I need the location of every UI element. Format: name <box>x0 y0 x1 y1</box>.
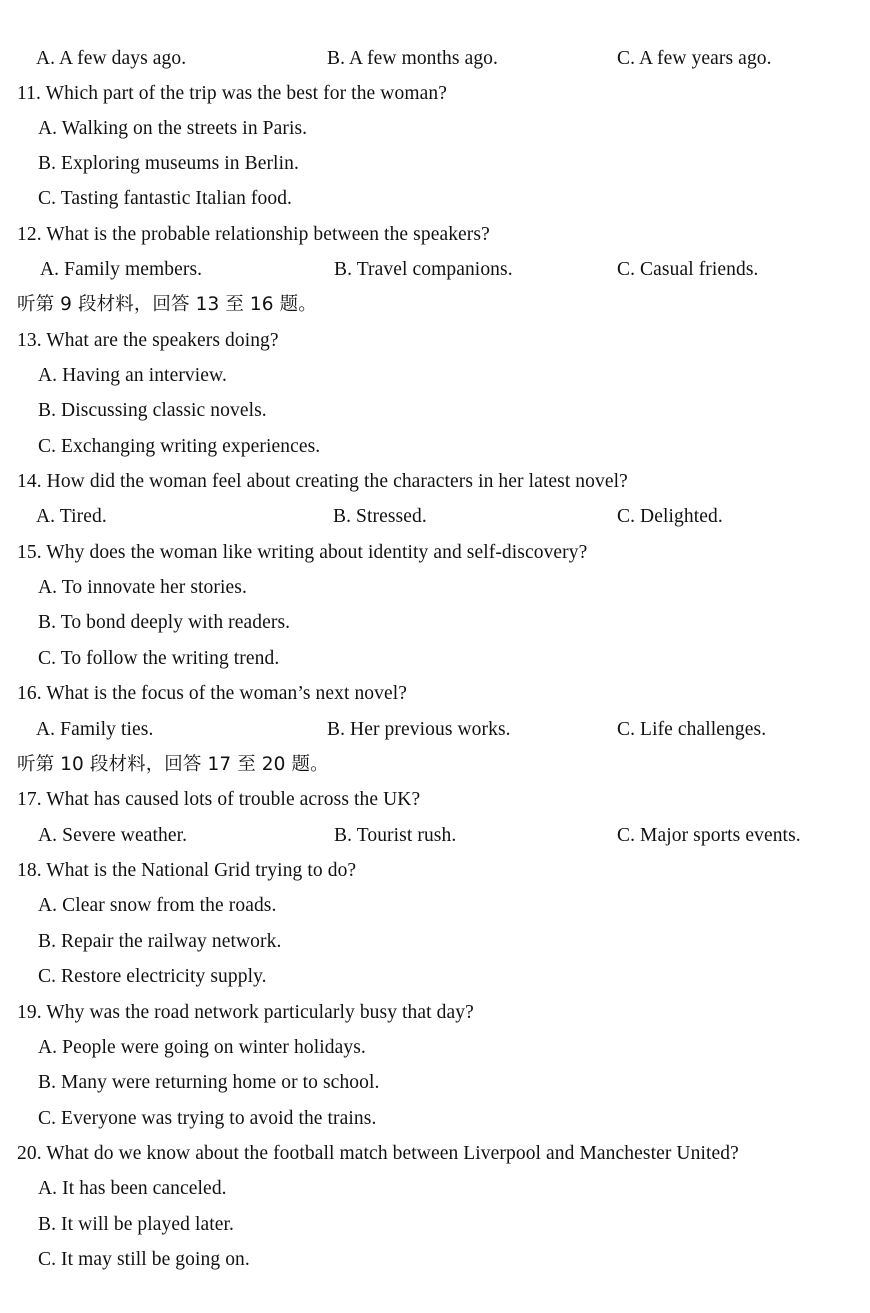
option-a: A. A few days ago. <box>36 48 187 69</box>
option-c: C. A few years ago. <box>617 48 772 69</box>
question-19-stem: 19. Why was the road network particularly busy that day? <box>17 1002 474 1023</box>
question-19-option-a: A. People were going on winter holidays. <box>38 1037 366 1058</box>
question-20-option-b: B. It will be played later. <box>38 1214 235 1235</box>
question-20-option-c: C. It may still be going on. <box>38 1249 250 1270</box>
question-11-option-a: A. Walking on the streets in Paris. <box>38 118 308 139</box>
question-13-option-a: A. Having an interview. <box>38 365 227 386</box>
question-13-option-c: C. Exchanging writing experiences. <box>38 436 321 457</box>
option-c: C. Major sports events. <box>617 825 801 846</box>
option-b: B. Stressed. <box>333 506 427 527</box>
section-instruction-10: 听第 10 段材料，回答 17 至 20 题。 <box>17 754 329 775</box>
section-instruction-9: 听第 9 段材料，回答 13 至 16 题。 <box>17 294 317 315</box>
question-11-stem: 11. Which part of the trip was the best for the woman? <box>17 83 447 104</box>
question-18-option-c: C. Restore electricity supply. <box>38 966 267 987</box>
option-c: C. Life challenges. <box>617 719 767 740</box>
question-14-stem: 14. How did the woman feel about creating the characters in her latest novel? <box>17 471 628 492</box>
option-a: A. Severe weather. <box>38 825 188 846</box>
question-16-stem: 16. What is the focus of the woman’s next novel? <box>17 683 408 704</box>
option-c: C. Delighted. <box>617 506 723 527</box>
question-18-stem: 18. What is the National Grid trying to do? <box>17 860 357 881</box>
option-b: B. Tourist rush. <box>334 825 457 846</box>
option-a: A. Family ties. <box>36 719 154 740</box>
option-b: B. Travel companions. <box>334 259 513 280</box>
question-13-stem: 13. What are the speakers doing? <box>17 330 279 351</box>
question-10-options <box>0 44 870 74</box>
question-15-option-b: B. To bond deeply with readers. <box>38 612 291 633</box>
question-18-option-a: A. Clear snow from the roads. <box>38 895 277 916</box>
question-13-option-b: B. Discussing classic novels. <box>38 400 267 421</box>
question-12-options <box>0 255 870 285</box>
question-18-option-b: B. Repair the railway network. <box>38 931 282 952</box>
option-c: C. Casual friends. <box>617 259 759 280</box>
question-20-option-a: A. It has been canceled. <box>38 1178 227 1199</box>
option-a: A. Family members. <box>40 259 203 280</box>
question-11-option-c: C. Tasting fantastic Italian food. <box>38 188 293 209</box>
question-15-option-a: A. To innovate her stories. <box>38 577 247 598</box>
question-15-option-c: C. To follow the writing trend. <box>38 648 280 669</box>
question-16-options <box>0 715 870 745</box>
question-12-stem: 12. What is the probable relationship between the speakers? <box>17 224 490 245</box>
option-b: B. A few months ago. <box>327 48 498 69</box>
option-a: A. Tired. <box>36 506 107 527</box>
question-14-options <box>0 502 870 532</box>
question-20-stem: 20. What do we know about the football match between Liverpool and Manchester United? <box>17 1143 739 1164</box>
question-17-stem: 17. What has caused lots of trouble across the UK? <box>17 789 421 810</box>
question-15-stem: 15. Why does the woman like writing about identity and self-discovery? <box>17 542 588 563</box>
question-19-option-b: B. Many were returning home or to school. <box>38 1072 380 1093</box>
question-17-options <box>0 821 870 851</box>
option-b: B. Her previous works. <box>327 719 511 740</box>
question-19-option-c: C. Everyone was trying to avoid the trains. <box>38 1108 377 1129</box>
question-11-option-b: B. Exploring museums in Berlin. <box>38 153 299 174</box>
